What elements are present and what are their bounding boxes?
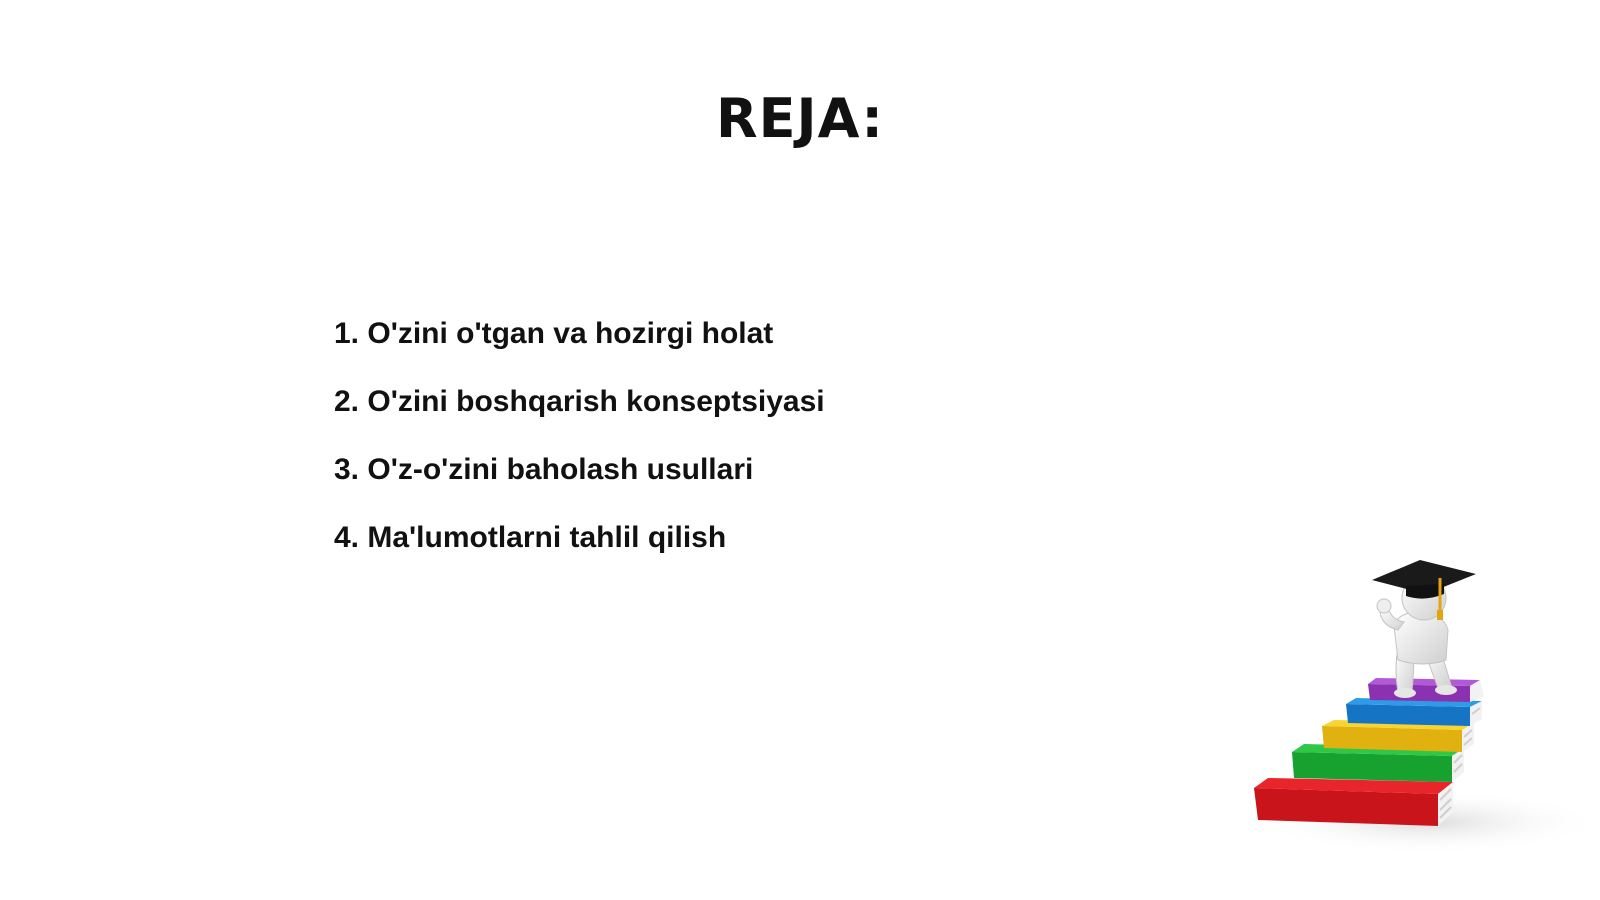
slide-title: REJA: <box>716 87 884 150</box>
plan-item-4: 4. Ma'lumotlarni tahlil qilish <box>334 521 727 554</box>
plan-item-1: 1. O'zini o'tgan va hozirgi holat <box>334 317 774 350</box>
graduate-figure <box>1372 560 1476 698</box>
blue-book <box>1346 698 1482 726</box>
plan-item-3: 3. O'z-o'zini baholash usullari <box>334 453 754 486</box>
plan-item-2: 2. O'zini boshqarish konseptsiyasi <box>334 385 825 418</box>
graduate-on-books-illustration <box>1248 560 1600 860</box>
red-book <box>1254 778 1453 826</box>
plan-list <box>334 316 825 588</box>
purple-book <box>1368 678 1484 702</box>
